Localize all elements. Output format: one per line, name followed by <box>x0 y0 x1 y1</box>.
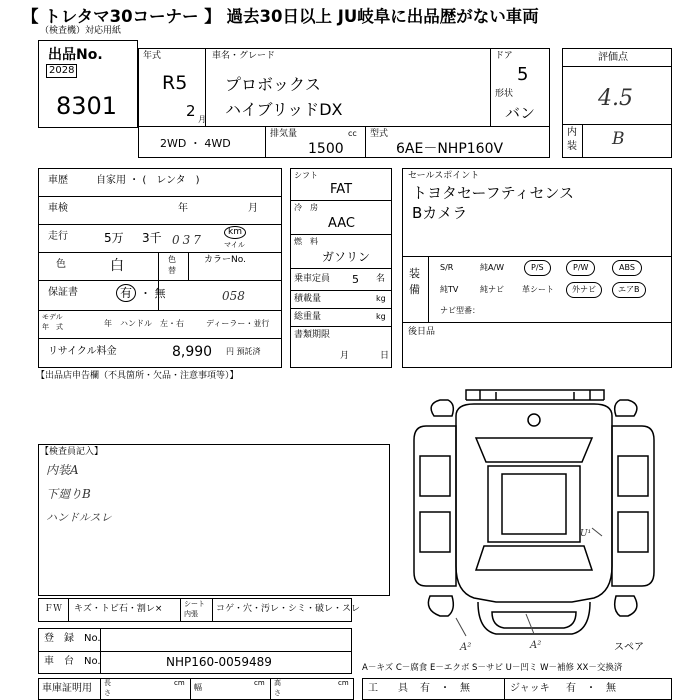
inspection-label: 車検 <box>48 203 68 214</box>
equip-tv: 純TV <box>440 285 459 294</box>
shift-value: FAT <box>330 182 353 197</box>
tools-label: 工 具 <box>368 683 408 694</box>
cert-height-1: 高 <box>274 679 281 687</box>
equip-pw: P/W <box>566 260 595 276</box>
displacement-value: 1500 <box>308 141 344 157</box>
diagram-mark-2: A² <box>530 640 542 651</box>
inspector-note-2: 下廻りB <box>46 487 91 501</box>
capacity-label: 乗車定員 <box>294 274 331 284</box>
year-label: 年式 <box>143 51 162 61</box>
mileage-unit-km: km <box>224 226 246 239</box>
equipment-label-1: 装 <box>409 267 420 280</box>
gross-unit: kg <box>376 312 386 321</box>
load-unit: kg <box>376 294 386 303</box>
diagram-mark-1: A² <box>460 642 472 653</box>
navi-model-label: ナビ型番： <box>440 306 480 315</box>
cert-length-1: 長 <box>104 679 111 687</box>
model-label: 車名・グレード <box>212 51 276 61</box>
fuel-value: ガソリン <box>322 250 371 264</box>
ac-label: 冷 房 <box>294 203 318 212</box>
equip-ps: P/S <box>524 260 551 276</box>
sales-point-line1: トヨタセーフティセンス <box>412 184 575 202</box>
mileage-man: 5万 <box>104 231 124 245</box>
docs-month: 月 <box>340 351 350 361</box>
recycle-label: リサイクル料金 <box>48 346 117 357</box>
mileage-sen: 3千 <box>142 231 162 245</box>
jack-label: ジャッキ <box>510 683 550 694</box>
doors-value: 5 <box>517 64 529 85</box>
color-no-label: カラーNo. <box>204 255 246 265</box>
interior-label-1: 内 <box>567 127 577 138</box>
year-value: R5 <box>162 72 188 94</box>
interior-label-2: 装 <box>567 141 577 152</box>
inspector-label: 【検査員記入】 <box>40 447 104 457</box>
displacement-label: 排気量 <box>270 129 298 139</box>
cert-height-unit: cm <box>338 679 349 687</box>
shape-label: 形状 <box>495 89 514 99</box>
doors-label: ドア <box>495 51 513 61</box>
model-year-year: 年 <box>104 319 112 328</box>
warranty-label: 保証書 <box>48 287 78 298</box>
declaration-label: 【出品店申告欄（不具箇所・欠品・注意事項等）】 <box>36 371 239 381</box>
gross-label: 総重量 <box>294 312 322 322</box>
year-month-unit: 月 <box>198 115 206 124</box>
cert-width: 幅 <box>194 683 202 692</box>
equip-ext-navi: 外ナビ <box>566 282 602 298</box>
equipment-label-2: 備 <box>409 283 420 296</box>
inspection-year: 年 <box>178 203 188 214</box>
later-label: 後日品 <box>408 327 436 337</box>
score-value: 4.5 <box>598 86 633 111</box>
cert-length-2: さ <box>104 689 111 697</box>
equip-navi: 純ナビ <box>480 285 504 294</box>
equip-leather: 革シート <box>522 285 554 294</box>
lot-number: 8301 <box>56 92 118 120</box>
model-year-dealer: ディーラー・並行 <box>206 319 270 328</box>
jack-value: 有 ・ 無 <box>566 683 616 694</box>
interior-score: B <box>612 129 625 149</box>
mileage-digits: 037 <box>172 233 204 247</box>
shape-value: バン <box>505 104 536 122</box>
model-grade: ハイブリッドDX <box>225 100 343 119</box>
sales-point-label: セールスポイント <box>408 171 480 181</box>
recycle-unit: 円 預託済 <box>226 347 261 356</box>
equip-abs: ABS <box>612 260 642 276</box>
damage-legend: A－キズ C－腐食 E－エクボ S－サビ U－凹ミ W－補修 XX－交換済 <box>362 663 623 673</box>
garage-cert-label: 車庫証明用 <box>42 683 92 694</box>
inspector-note-3: ハンドルスレ <box>46 511 112 524</box>
cert-width-unit: cm <box>254 679 265 687</box>
mileage-label: 走行 <box>48 231 68 242</box>
type-label: 型式 <box>370 129 389 139</box>
history-label: 車歴 <box>48 175 68 186</box>
car-damage-diagram <box>396 386 672 660</box>
capacity-value: 5 <box>352 273 359 286</box>
displacement-unit: cc <box>348 129 357 138</box>
drive-options: 2WD ・ 4WD <box>160 137 231 150</box>
fw-label: ＦＷ <box>44 604 63 614</box>
seat-label-1: シート <box>184 600 205 608</box>
warranty-no: ・ 無 <box>140 287 166 300</box>
inspector-note-1: 内装A <box>46 463 79 477</box>
lot-stamp: 2028 <box>46 64 77 78</box>
lot-label: 出品No. <box>48 47 103 63</box>
seat-label-2: 内張 <box>184 610 198 618</box>
cert-length-unit: cm <box>174 679 185 687</box>
year-month: 2 <box>186 102 196 120</box>
equip-aw: 純A/W <box>480 263 505 272</box>
chassis-value: NHP160-0059489 <box>166 655 272 669</box>
ac-value: AAC <box>328 216 355 231</box>
diagram-spare-label: スペア <box>614 642 644 653</box>
diagram-mark-3: U¹ <box>580 529 592 539</box>
equip-airbag: エアB <box>612 282 646 298</box>
model-name: プロボックス <box>225 75 321 94</box>
color-no-value: 058 <box>222 289 245 303</box>
model-year-label-1: モデル <box>42 313 63 321</box>
capacity-unit: 名 <box>376 274 386 284</box>
chassis-label: 車 台 No. <box>44 656 101 667</box>
banner-title: 【 トレタマ30コーナー 】 過去30日以上 JU岐阜に出品歴がない車両 <box>22 7 539 26</box>
warranty-yes: 有 <box>116 284 136 302</box>
seat-damage: コゲ・穴・汚レ・シミ・破レ・スレ <box>216 604 361 614</box>
cert-height-2: さ <box>274 689 281 697</box>
score-label: 評価点 <box>598 52 628 63</box>
mileage-unit-mile: マイル <box>224 241 245 249</box>
form-subtitle: （検査機）対応用紙 <box>40 26 122 36</box>
sales-point-line2: Bカメラ <box>412 204 468 222</box>
load-label: 積載量 <box>294 294 322 304</box>
docs-label: 書類期限 <box>294 330 331 340</box>
type-value: 6AE－NHP160V <box>396 141 504 157</box>
color-replaced-2: 替 <box>168 266 176 275</box>
docs-day: 日 <box>380 351 390 361</box>
tools-value: 有 ・ 無 <box>420 683 470 694</box>
model-year-label-2: 年 式 <box>42 323 63 331</box>
registration-label: 登 録 No. <box>44 633 101 644</box>
model-year-handle: ハンドル 左・右 <box>120 319 184 328</box>
color-value: 白 <box>110 258 124 274</box>
equip-sr: S/R <box>440 263 454 272</box>
recycle-value: 8,990 <box>172 344 213 360</box>
history-value: 自家用 ・ ( レンタ ) <box>96 175 200 186</box>
color-label: 色 <box>56 259 66 270</box>
shift-label: シフト <box>294 171 318 180</box>
inspection-month: 月 <box>248 203 258 214</box>
color-replaced-1: 色 <box>168 255 176 264</box>
fw-damage: キズ・トビ石・割レ× <box>74 604 163 614</box>
fuel-label: 燃 料 <box>294 237 318 246</box>
